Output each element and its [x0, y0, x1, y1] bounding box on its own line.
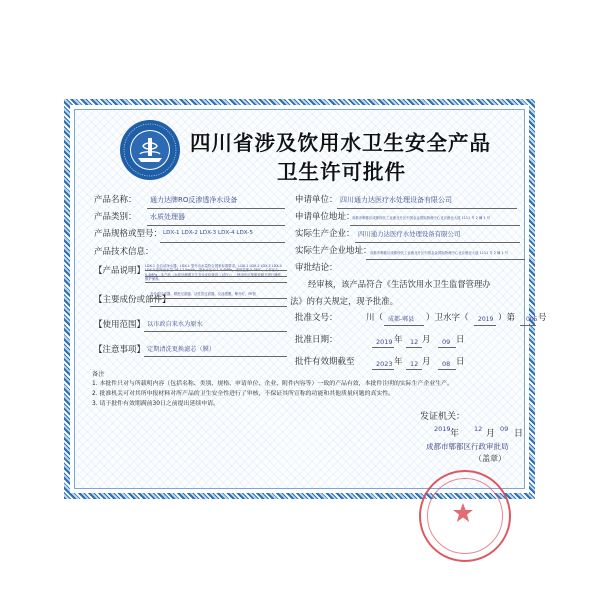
expiry-y: 年 [394, 357, 403, 367]
issuer-y: 年 [450, 429, 460, 439]
materials-value: 多介质过滤器、精密过滤器、活性炭过滤器、反渗透膜、紫外灯、PE管 [150, 292, 256, 296]
review-text-line-2: 法》的有关规定，现予批准。 [290, 296, 398, 306]
scope-value: 以市政自来水为原水 [147, 321, 203, 328]
remark-item-1: 1. 本批件只对与所载明内容（包括名称、类别、规格、申请单位、企业、附件内容等）一致的产品有效，本批件注明的实际生产企业生产。 [92, 381, 453, 387]
desc-label: 【产品说明】 [94, 266, 146, 276]
approval-number-serial: 005 [526, 316, 538, 323]
expiry-day: 08 [442, 360, 451, 368]
applicant-address-label: 申请单位地址： [295, 212, 355, 222]
approval-number-mid: ）卫水字（ [426, 313, 469, 323]
remark-item-3: 3. 请于批件有效期满前30日之前提出延续申请。 [92, 401, 219, 407]
applicant-label: 申请单位： [295, 195, 338, 205]
issuer-label: 发证机关： [420, 412, 466, 422]
expiry-d: 日 [456, 357, 465, 367]
category-label: 产品类别： [94, 212, 137, 222]
title-line-1: 四川省涉及饮用水卫生安全产品 [190, 131, 491, 155]
expiry-year: 2023 [376, 360, 393, 368]
materials-label: 【主要成份或部件】 [94, 295, 171, 305]
scope-label: 【使用范围】 [94, 320, 146, 330]
review-text-line-1: 经审核，该产品符合《生活饮用水卫生监督管理办 [308, 279, 491, 289]
applicant-address-value: 成都市郫都区成都现代工业港北片区中国金金国际物流中心北京港北大道 1111 号 2 幢 1 号 [352, 216, 491, 220]
approval-date-label: 批准日期： [295, 335, 338, 345]
remarks-title: 备注 [92, 371, 105, 378]
approval-number-year: 2019 [478, 316, 494, 323]
approval-number-suffix: 号 [538, 313, 547, 323]
red-stamp-star-icon [452, 502, 474, 524]
approval-date-d: 日 [456, 335, 465, 345]
issuer-seal-note: （盖章） [474, 454, 506, 463]
review-label: 审批结论： [295, 263, 338, 273]
approval-date-month: 12 [410, 338, 419, 346]
manufacturer-address-label: 实际生产企业地址： [295, 246, 372, 256]
manufacturer-value: 四川通力达医疗水处理设备有限公司 [358, 230, 461, 238]
expiry-m: 月 [422, 357, 431, 367]
expiry-month: 12 [410, 360, 419, 368]
approval-date-day: 09 [442, 338, 451, 346]
issuer-name: 成都市郫都区行政审批局 [426, 442, 509, 451]
remark-item-2: 2. 批准机关可对其所申报材料对所产品的卫生安全性进行了审核，不保证其所宣称的功能和其他质量问题的真实性。 [92, 391, 395, 397]
model-label: 产品规格或型号： [94, 229, 163, 239]
issuer-day: 09 [500, 425, 509, 433]
issuer-year: 2019 [434, 425, 451, 433]
approval-number-region: 成都-郫县 [388, 316, 415, 323]
tech-info-label: 产品技术信息： [94, 247, 154, 257]
approval-date-m: 月 [422, 335, 431, 345]
category-value: 水质处理器 [150, 213, 185, 221]
issuer-month: 12 [474, 425, 483, 433]
title-line-2: 卫生许可批件 [277, 160, 406, 184]
health-emblem-icon [118, 118, 182, 182]
applicant-value: 四川通力达医疗水处理设备有限公司 [340, 196, 452, 204]
issuer-d: 日 [514, 429, 524, 439]
approval-date-year: 2019 [376, 338, 393, 346]
desc-value: LDX-1 全自动净水器，LDX-1 型号出水量符合国家标准要求，LDX-1 LDX-2 LDX-3 LDX-4 LDX-5 型号出水量 16-17.5m³/h，进水水压 0.1-0.4MPa，适用温度 5-38℃，工作压力 0.4MPa。本产品《水质处理器卫生安全评价规范（试行）》，使用中应按照说明书进行操作、维护保养。 [145, 264, 285, 281]
notes-value: 定期清洗更换滤芯（膜） [147, 346, 216, 353]
notes-label: 【注意事项】 [94, 345, 146, 355]
approval-date-y: 年 [394, 335, 403, 345]
approval-number-label: 批准文号： [295, 313, 338, 323]
expiry-label: 批件有效期截至 [295, 357, 355, 367]
product-name-label: 产品名称： [94, 195, 137, 205]
manufacturer-address-value: 成都市郫都区成都现代工业港北片区中国金金国际物流中心北京港北大道 1111 号 2 幢 1 号 [370, 251, 509, 255]
model-value: LDX-1 LDX-2 LDX-3 LDX-4 LDX-5 [163, 230, 253, 236]
approval-number-prefix: 川（ [366, 313, 384, 323]
approval-number-ordinal: ）第 [498, 313, 516, 323]
issuer-m: 月 [486, 429, 496, 439]
product-name-value: 通力达牌RO反渗透净水设备 [150, 196, 238, 204]
manufacturer-label: 实际生产企业： [295, 229, 355, 239]
